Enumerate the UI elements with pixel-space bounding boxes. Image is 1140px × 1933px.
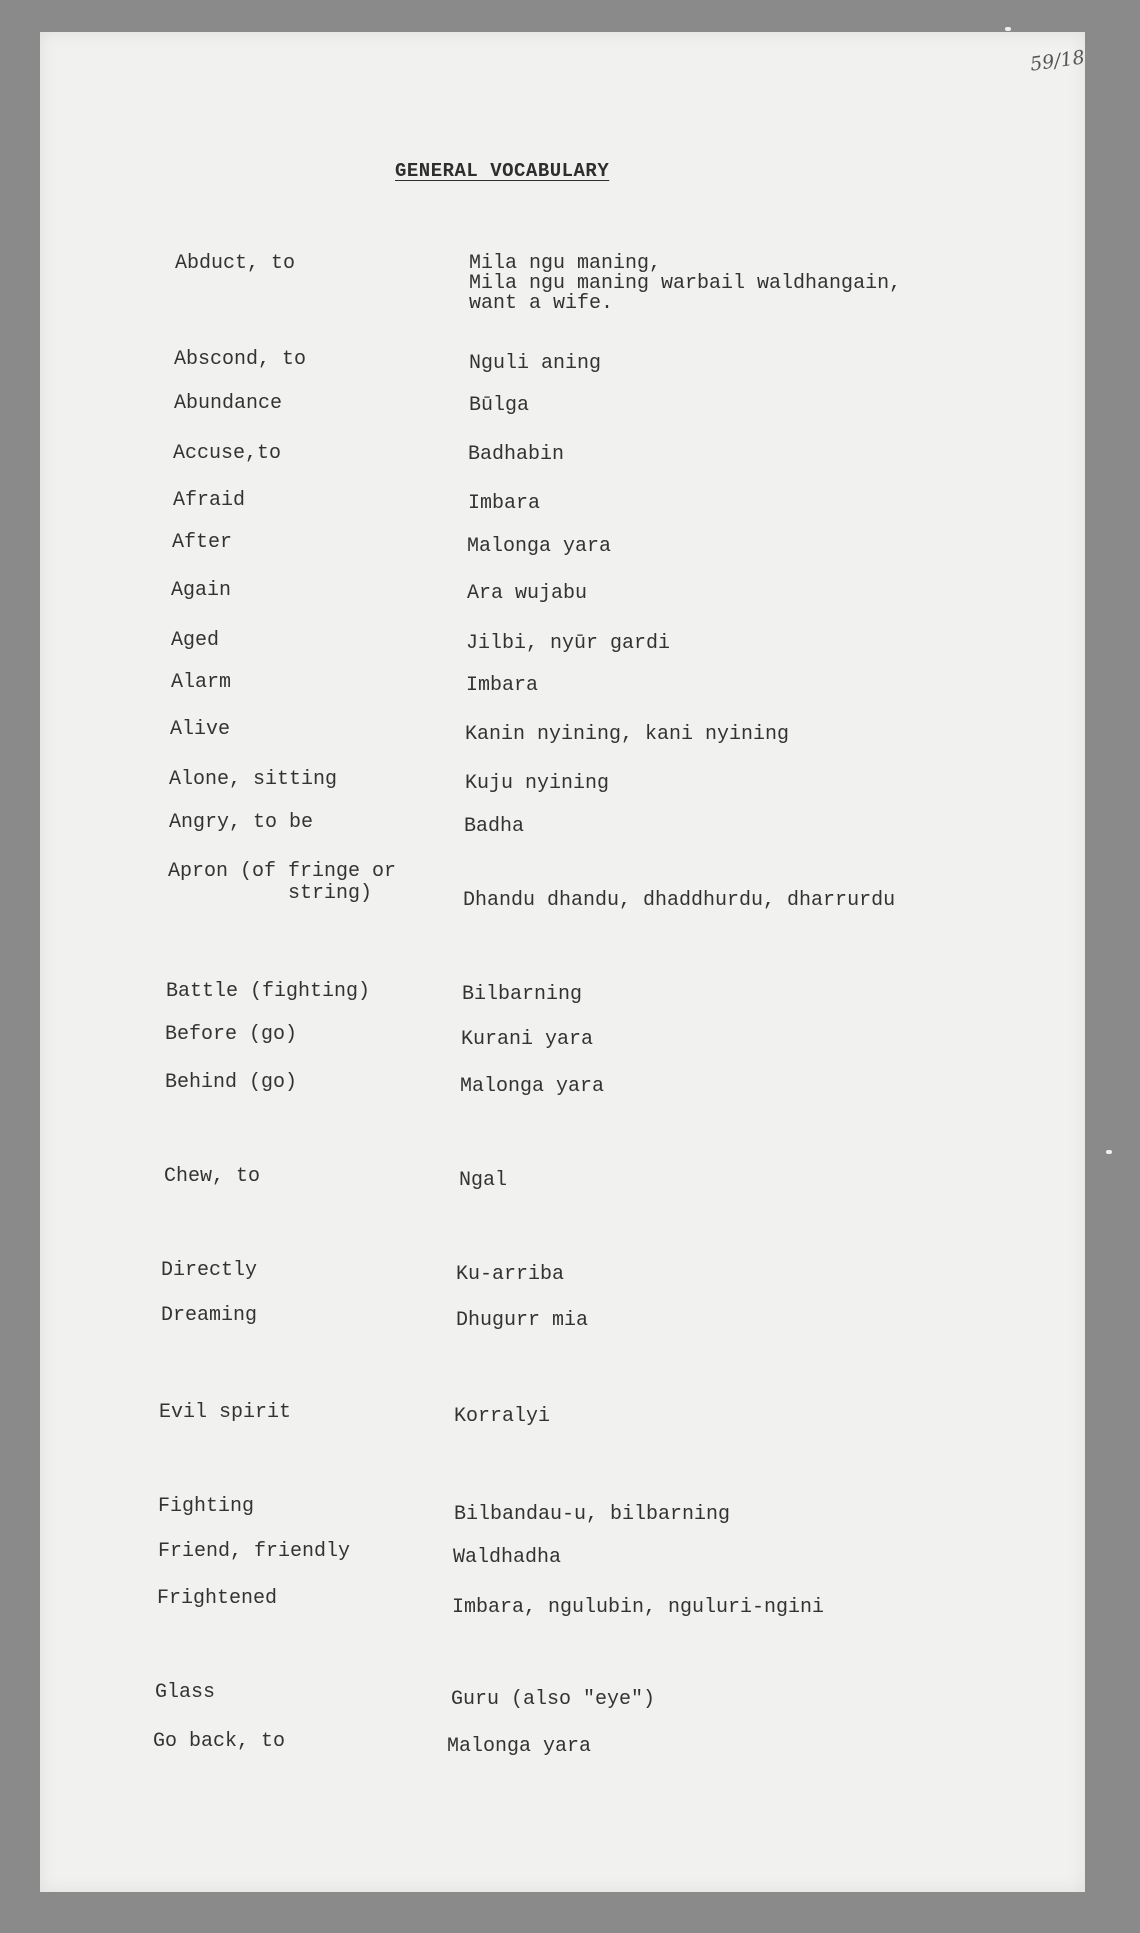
entry-native: Ara wujabu xyxy=(467,582,588,605)
entry-native: Malonga yara xyxy=(467,535,612,558)
entry-english: After xyxy=(172,531,233,554)
entry-native: Badhabin xyxy=(468,443,565,466)
entry-native: Ku-arriba xyxy=(456,1263,565,1286)
entry-native: Imbara xyxy=(466,674,539,697)
entry-native: Dhugurr mia xyxy=(456,1309,589,1332)
entry-native: Ngal xyxy=(459,1169,508,1192)
entry-english: Behind (go) xyxy=(165,1071,298,1094)
page-title: GENERAL VOCABULARY xyxy=(395,160,610,182)
entry-english: Afraid xyxy=(173,489,246,512)
entry-english: Accuse,to xyxy=(173,442,282,465)
scan-speck xyxy=(1005,27,1011,31)
entry-english: Abundance xyxy=(174,392,283,415)
entry-english: Dreaming xyxy=(161,1304,258,1327)
entry-english: Abduct, to xyxy=(175,252,296,275)
entry-english: Apron (of fringe or string) xyxy=(168,860,397,905)
entry-english: Alone, sitting xyxy=(169,768,338,791)
entry-english: Battle (fighting) xyxy=(166,980,371,1003)
entry-english: Directly xyxy=(161,1259,258,1282)
entry-native: Mila ngu maning, Mila ngu maning warbail waldhangain, want a wife. xyxy=(469,252,902,315)
entry-native: Kurani yara xyxy=(461,1028,594,1051)
entry-english: Abscond, to xyxy=(174,348,307,371)
entry-english: Go back, to xyxy=(153,1730,286,1753)
entry-english: Glass xyxy=(155,1681,216,1704)
entry-english: Alarm xyxy=(171,671,232,694)
entry-native: Malonga yara xyxy=(460,1075,605,1098)
entry-english: Chew, to xyxy=(164,1165,261,1188)
entry-english: Fighting xyxy=(158,1495,255,1518)
entry-native: Jilbi, nyūr gardi xyxy=(466,632,671,655)
entry-native: Kanin nyining, kani nyining xyxy=(465,723,790,746)
entry-english: Aged xyxy=(171,629,220,652)
entry-native: Dhandu dhandu, dhaddhurdu, dharrurdu xyxy=(463,889,896,912)
entry-native: Būlga xyxy=(469,394,530,417)
entry-english: Again xyxy=(171,579,232,602)
entry-english: Angry, to be xyxy=(169,811,314,834)
entry-english: Before (go) xyxy=(165,1023,298,1046)
entry-english: Evil spirit xyxy=(159,1401,292,1424)
entry-english: Frightened xyxy=(157,1587,278,1610)
entry-native: Imbara, ngulubin, nguluri-ngini xyxy=(452,1596,825,1619)
entry-english: Alive xyxy=(170,718,231,741)
entry-native: Korralyi xyxy=(454,1405,551,1428)
scan-speck xyxy=(1106,1150,1112,1154)
entry-english: Friend, friendly xyxy=(158,1540,351,1563)
entry-native: Imbara xyxy=(468,492,541,515)
entry-native: Bilbarning xyxy=(462,983,583,1006)
entry-native: Kuju nyining xyxy=(465,772,610,795)
folio-number: 59/18 xyxy=(1028,46,1087,76)
entry-native: Malonga yara xyxy=(447,1735,592,1758)
entry-native: Waldhadha xyxy=(453,1546,562,1569)
entry-native: Bilbandau-u, bilbarning xyxy=(454,1503,731,1526)
entry-native: Badha xyxy=(464,815,525,838)
entry-native: Guru (also "eye") xyxy=(451,1688,656,1711)
entry-native: Nguli aning xyxy=(469,352,602,375)
